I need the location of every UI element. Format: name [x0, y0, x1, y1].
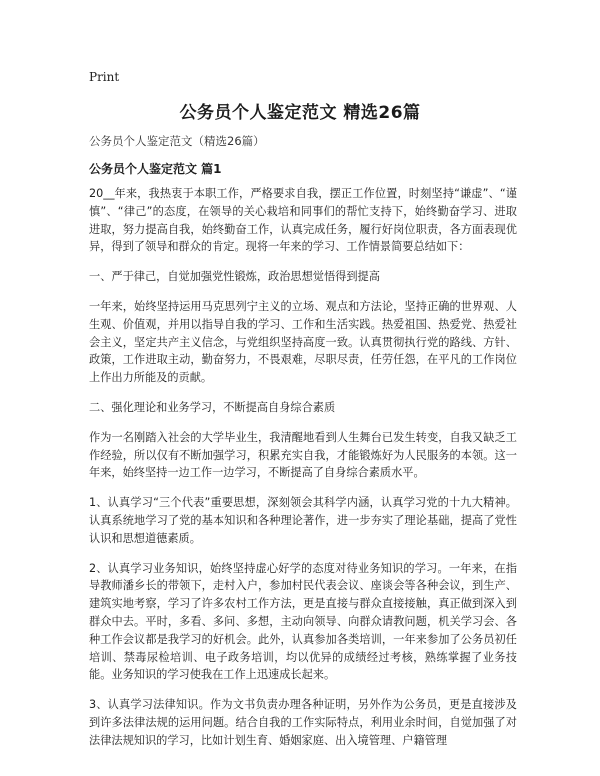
- page-title: 公务员个人鉴定范文 精选26篇: [179, 103, 421, 123]
- document-body: [89, 185, 517, 762]
- document-subtitle: 公务员个人鉴定范文（精选26篇）: [89, 134, 265, 148]
- list-item-1: 1、认真学习“三个代表”重要思想，深刻领会其科学内涵，认真学习党的十九大精神。认真系统地学习了党的基本知识和各种理论著作，进一步夯实了理论基础，提高了党性认识和思想道德素质。: [89, 496, 517, 545]
- section-title: 公务员个人鉴定范文 篇1: [89, 162, 222, 176]
- list-item-2: 2、认真学习业务知识，始终坚持虚心好学的态度对待业务知识的学习。一年来，在指导教师潘乡长的带领下，走村入户，参加村民代表会议、座谈会等各种会议，到生产、建筑实地考察，学习了许多农村工作方法，更是直接与群众直接接触，真正做到深入到群众中去。平时，多看、多问、多想，主动向领导、向群众请教问题，机关学习会、各种工作会议都是我学习的好机会。此外，认真参加各类培训，一年来参加了公务员初任培训、禁毒尿检培训、电子政务培训，均以优异的成绩经过考核，熟练掌握了业务技能。业务知识的学习使我在工作上迅速成长起来。: [89, 561, 517, 682]
- paragraph-study: 作为一名刚踏入社会的大学毕业生，我清醒地看到人生舞台已发生转变，自我又缺乏工作经验，所以仅有不断加强学习，积累充实自我，才能锻炼好为人民服务的本领。这一年来，始终坚持一边工作一边学习，不断提高了自身综合素质水平。: [89, 430, 517, 480]
- print-label: Print: [89, 70, 120, 84]
- section-heading-1: 一、严于律己，自觉加强党性锻炼，政治思想觉悟得到提高: [89, 270, 380, 284]
- list-item-3: 3、认真学习法律知识。作为文书负责办理各种证明，另外作为公务员，更是直接涉及到许多法律法规的运用问题。结合自我的工作实际特点，利用业余时间，自觉加强了对法律法规知识的学习，比如计划生育、婚姻家庭、出入境管理、户籍管理: [89, 698, 517, 747]
- section-heading-2: 二、强化理论和业务学习，不断提高自身综合素质: [89, 400, 336, 414]
- paragraph-political: 一年来，始终坚持运用马克思列宁主义的立场、观点和方法论，坚持正确的世界观、人生观、价值观，并用以指导自我的学习、工作和生活实践。热爱祖国、热爱党、热爱社会主义，坚定共产主义信念，与党组织坚持高度一致。认真贯彻执行党的路线、方针、政策，工作进取主动，勤奋努力，不畏艰难，尽职尽责，任劳任怨，在平凡的工作岗位上作出力所能及的贡献。: [89, 299, 517, 385]
- intro-paragraph: 20__年来，我热衷于本职工作，严格要求自我，摆正工作位置，时刻坚持“谦虚”、“谨慎”、“律己”的态度，在领导的关心栽培和同事们的帮忙支持下，始终勤奋学习、进取进取，努力提高自我，始终勤奋工作，认真完成任务，履行好岗位职责，各方面表现优异，得到了领导和群众的肯定。现将一年来的学习、工作情景简要总结如下：: [89, 187, 517, 254]
